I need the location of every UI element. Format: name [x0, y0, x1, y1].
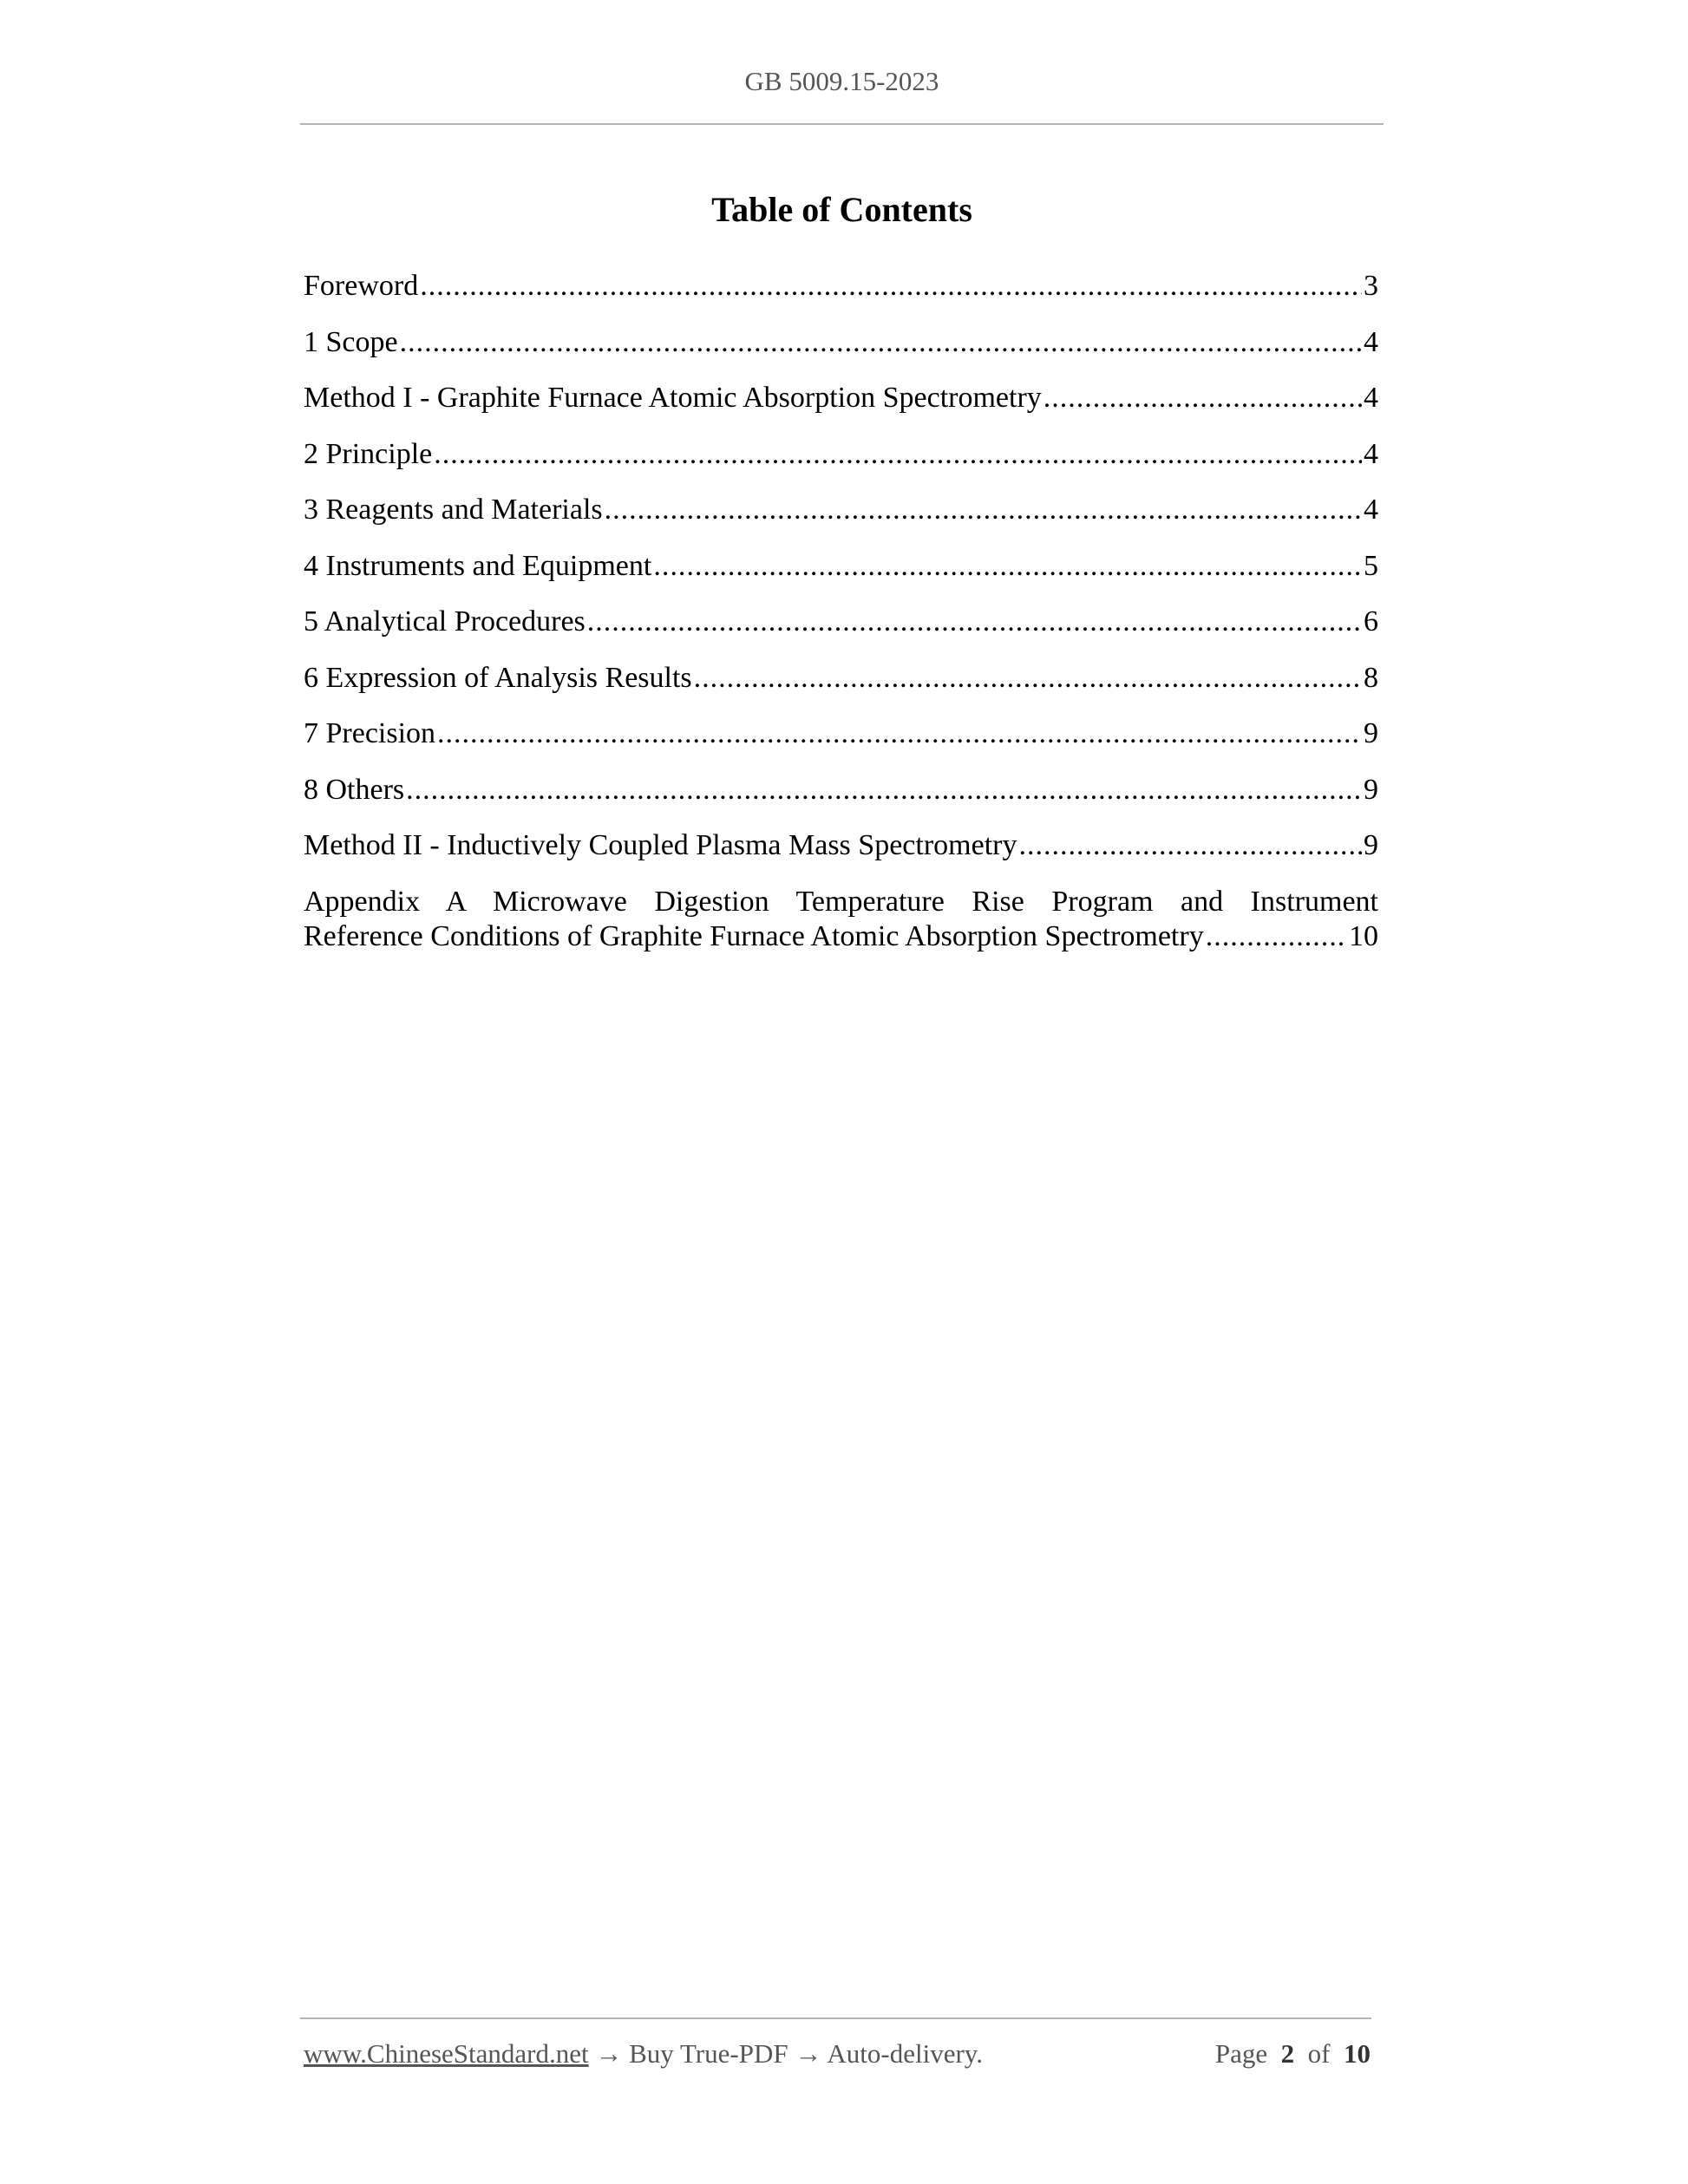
- toc-dot-leader: [434, 437, 1362, 472]
- document-code-header: GB 5009.15-2023: [744, 66, 939, 96]
- toc-entry-label: 3 Reagents and Materials: [304, 494, 603, 526]
- toc-entry-appendix-a[interactable]: [304, 885, 1378, 960]
- toc-dot-leader: [587, 605, 1362, 639]
- toc-entry-page: 9: [1364, 829, 1378, 861]
- toc-entry-page: 8: [1364, 661, 1378, 694]
- toc-entry-instruments[interactable]: [304, 549, 1378, 605]
- toc-entry-page: 6: [1364, 605, 1378, 638]
- page-number: [1215, 2038, 1371, 2070]
- toc-entry-procedures[interactable]: [304, 605, 1378, 661]
- toc-entry-results[interactable]: [304, 661, 1378, 717]
- buy-pdf-text: Buy True-PDF: [629, 2038, 788, 2069]
- page-footer: [304, 2038, 1371, 2070]
- toc-entry-label: 7 Precision: [304, 717, 436, 749]
- website-link[interactable]: www.ChineseStandard.net: [304, 2038, 589, 2069]
- toc-dot-leader: [400, 325, 1362, 360]
- toc-dot-leader: [605, 493, 1362, 527]
- arrow-right-icon: →: [595, 2038, 623, 2069]
- page-title: Table of Contents: [711, 190, 972, 229]
- toc-entry-method-1[interactable]: [304, 381, 1378, 437]
- toc-entry-reagents[interactable]: [304, 493, 1378, 549]
- toc-entry-page: 10: [1349, 919, 1378, 952]
- toc-entry-label: 1 Scope: [304, 325, 398, 358]
- toc-entry-page: 4: [1364, 437, 1378, 470]
- toc-entry-label: 2 Principle: [304, 437, 433, 470]
- toc-entry-label: Foreword: [304, 270, 419, 302]
- toc-entry-page: 9: [1364, 773, 1378, 806]
- header-divider: [300, 123, 1384, 125]
- auto-delivery-text: Auto-delivery.: [827, 2038, 984, 2069]
- toc-entry-line2: [304, 919, 1378, 960]
- toc-entry-label: 5 Analytical Procedures: [304, 605, 586, 638]
- toc-dot-leader: [653, 549, 1362, 584]
- toc-entry-method-2[interactable]: [304, 828, 1378, 885]
- toc-entry-label: 8 Others: [304, 773, 405, 806]
- toc-dot-leader: [1044, 381, 1362, 415]
- toc-entry-page: 3: [1364, 270, 1378, 302]
- toc-entry-precision[interactable]: [304, 716, 1378, 773]
- toc-entry-scope[interactable]: [304, 325, 1378, 382]
- toc-dot-leader: [1018, 828, 1362, 863]
- toc-dot-leader: [694, 661, 1362, 696]
- toc-entry-others[interactable]: [304, 773, 1378, 829]
- toc-dot-leader: [437, 716, 1362, 751]
- toc-entry-page: 5: [1364, 549, 1378, 582]
- toc-entry-page: 9: [1364, 717, 1378, 749]
- toc-entry-label-line1: Appendix A Microwave Digestion Temperature Rise Program and Instrument: [304, 885, 1378, 918]
- of-word: of: [1307, 2038, 1331, 2069]
- toc-entry-page: 4: [1364, 382, 1378, 414]
- toc-entry-page: 4: [1364, 325, 1378, 358]
- toc-entry-label: 4 Instruments and Equipment: [304, 549, 652, 582]
- current-page: 2: [1280, 2038, 1295, 2069]
- toc-dot-leader: [1206, 919, 1347, 954]
- toc-entry-page: 4: [1364, 494, 1378, 526]
- toc-dot-leader: [420, 269, 1362, 304]
- toc-entry-label: Method II - Inductively Coupled Plasma Mass Spectrometry: [304, 829, 1017, 861]
- table-of-contents: [304, 269, 1378, 960]
- toc-entry-principle[interactable]: [304, 437, 1378, 494]
- toc-entry-label: Method I - Graphite Furnace Atomic Absorption Spectrometry: [304, 382, 1042, 414]
- toc-dot-leader: [406, 773, 1362, 808]
- footer-promo: [304, 2038, 983, 2070]
- toc-entry-label-line2: Reference Conditions of Graphite Furnace Atomic Absorption Spectrometry: [304, 919, 1204, 952]
- toc-entry-foreword[interactable]: [304, 269, 1378, 325]
- toc-entry-label: 6 Expression of Analysis Results: [304, 661, 692, 694]
- total-pages: 10: [1344, 2038, 1371, 2069]
- footer-divider: [300, 2017, 1371, 2019]
- arrow-right-icon: →: [795, 2038, 822, 2069]
- page-word: Page: [1214, 2038, 1268, 2069]
